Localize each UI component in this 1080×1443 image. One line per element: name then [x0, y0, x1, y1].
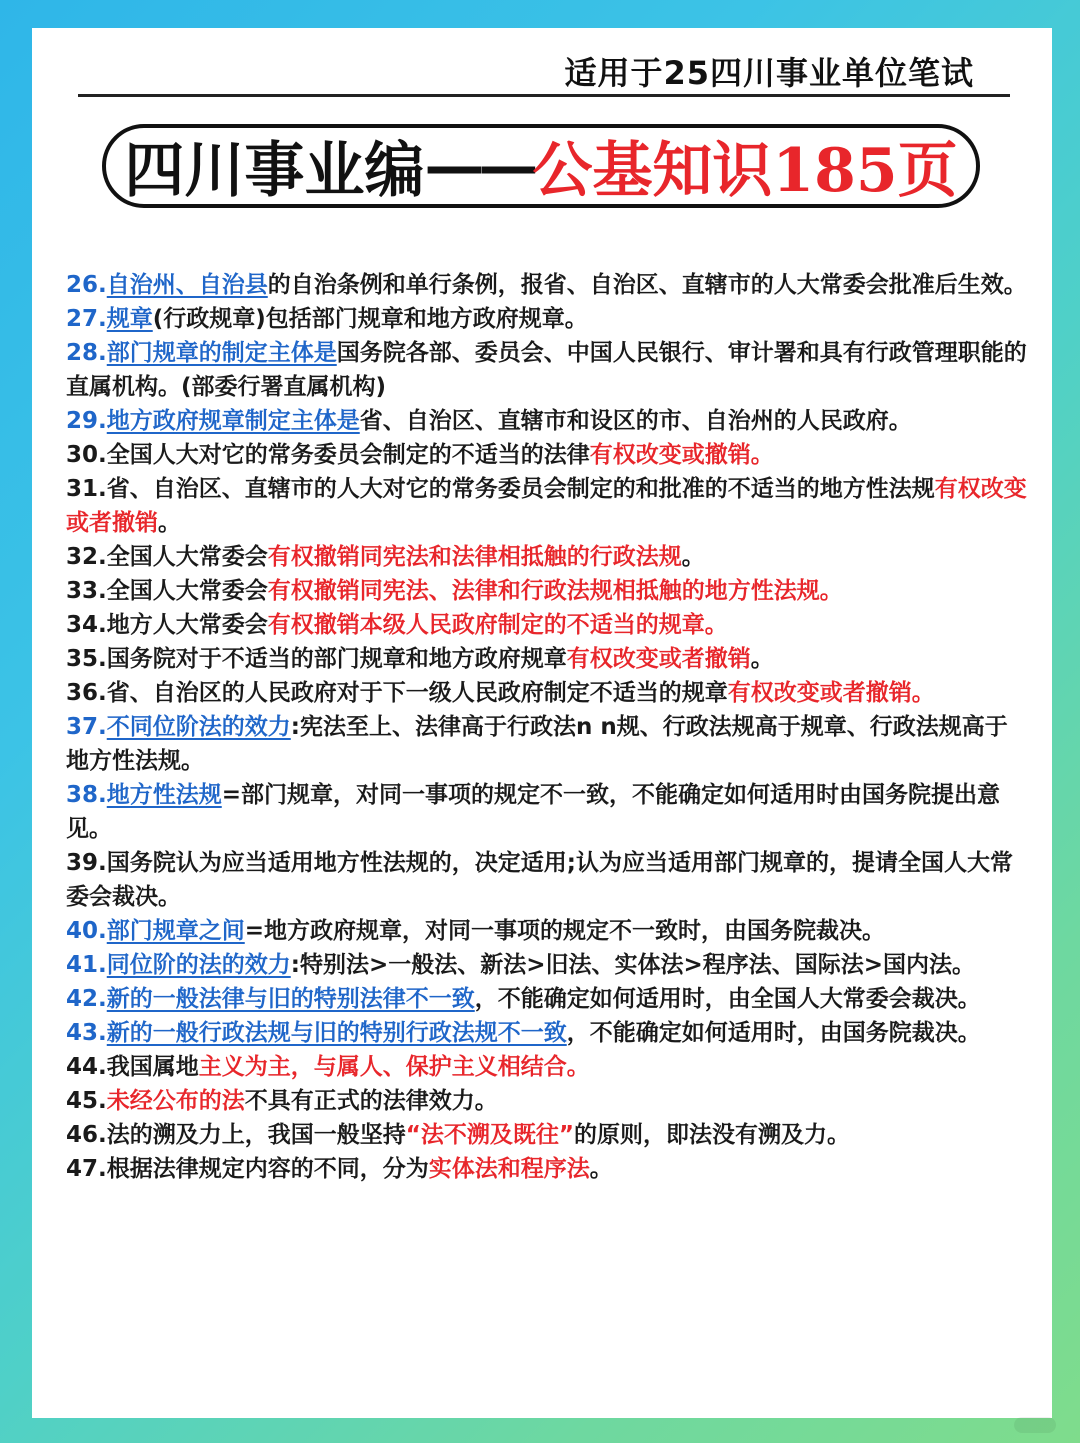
item-text: =部门规章，对同一事项的规定不一致，不能确定如何适用时由国务院提出意见。: [66, 782, 1001, 842]
item-number: 39.: [66, 850, 107, 876]
item-highlight: 有权撤销本级人民政府制定的不适当的规章。: [267, 612, 728, 638]
item-highlight: 有权改变或者撤销。: [727, 680, 935, 706]
item-keyword: 同位阶的法的效力: [106, 952, 291, 978]
item-keyword: 地方政府规章制定主体是: [106, 408, 360, 434]
list-item: [66, 778, 1028, 846]
item-text: 地方人大常委会: [106, 612, 268, 638]
item-number: 46.: [66, 1122, 107, 1148]
list-item: [66, 948, 1028, 982]
item-text: 。: [750, 646, 774, 672]
title-separator: ——: [424, 131, 533, 201]
item-highlight: 有权撤销同宪法和法律相抵触的行政法规: [267, 544, 682, 570]
item-text: 法的溯及力上，我国一般坚持: [106, 1122, 406, 1148]
page-subtitle: 适用于25四川事业单位笔试: [564, 54, 974, 92]
item-number: 30.: [66, 442, 107, 468]
list-item: [66, 404, 1028, 438]
item-highlight: 未经公布的法: [106, 1088, 245, 1114]
list-item: [66, 540, 1028, 574]
item-number: 28.: [66, 340, 107, 366]
item-highlight: 有权改变或撤销。: [589, 442, 774, 468]
list-item: [66, 268, 1028, 302]
item-number: 38.: [66, 782, 107, 808]
item-text: 全国人大对它的常务委员会制定的不适当的法律: [106, 442, 590, 468]
item-number: 45.: [66, 1088, 107, 1114]
item-text: 全国人大常委会: [106, 578, 268, 604]
list-item: [66, 574, 1028, 608]
list-item: [66, 1152, 1028, 1186]
item-text: 根据法律规定内容的不同，分为: [106, 1156, 429, 1182]
item-text: 省、自治区、直辖市的人大对它的常务委员会制定的和批准的不适当的地方性法规: [106, 476, 935, 502]
item-text: :宪法至上、法律高于行政法n n规、行政法规高于规章、行政法规高于地方性法规。: [66, 714, 1008, 774]
list-item: [66, 914, 1028, 948]
item-text: 。: [681, 544, 705, 570]
item-text: (行政规章)包括部门规章和地方政府规章。: [152, 306, 588, 332]
item-text: 国务院各部、委员会、中国人民银行、审计署和具有行政管理职能的直属机构。(部委行署直属机构): [66, 340, 1027, 400]
item-number: 26.: [66, 272, 107, 298]
list-item: [66, 1050, 1028, 1084]
item-number: 40.: [66, 918, 107, 944]
list-item: [66, 336, 1028, 404]
list-item: [66, 642, 1028, 676]
item-number: 32.: [66, 544, 107, 570]
list-item: [66, 1118, 1028, 1152]
item-number: 47.: [66, 1156, 107, 1182]
list-item: [66, 608, 1028, 642]
item-number: 35.: [66, 646, 107, 672]
title-black-part: 四川事业编: [124, 136, 425, 206]
list-item: [66, 1016, 1028, 1050]
item-highlight: 有权撤销同宪法、法律和行政法规相抵触的地方性法规。: [267, 578, 843, 604]
item-keyword: 部门规章的制定主体是: [106, 340, 337, 366]
item-keyword: 不同位阶法的效力: [106, 714, 291, 740]
item-text: 国务院认为应当适用地方性法规的，决定适用;认为应当适用部门规章的，提请全国人大常委会裁决。: [66, 850, 1013, 910]
item-text: 的原则，即法没有溯及力。: [573, 1122, 850, 1148]
item-number: 31.: [66, 476, 107, 502]
item-number: 29.: [66, 408, 107, 434]
item-text: :特别法>一般法、新法>旧法、实体法>程序法、国际法>国内法。: [290, 952, 976, 978]
item-number: 27.: [66, 306, 107, 332]
item-keyword: 规章: [106, 306, 153, 332]
item-number: 36.: [66, 680, 107, 706]
item-highlight: 主义为主，与属人、保护主义相结合。: [198, 1054, 590, 1080]
content-list: [66, 268, 1028, 1186]
list-item: [66, 302, 1028, 336]
item-text: 的自治条例和单行条例，报省、自治区、直辖市的人大常委会批准后生效。: [267, 272, 1027, 298]
item-number: 43.: [66, 1020, 107, 1046]
item-text: 国务院对于不适当的部门规章和地方政府规章: [106, 646, 567, 672]
item-highlight: “法不溯及既往”: [405, 1122, 574, 1148]
item-text: 不具有正式的法律效力。: [244, 1088, 498, 1114]
item-keyword: 地方性法规: [106, 782, 222, 808]
list-item: [66, 1084, 1028, 1118]
list-item: [66, 846, 1028, 914]
list-item: [66, 676, 1028, 710]
item-number: 33.: [66, 578, 107, 604]
watermark: [1014, 1417, 1056, 1433]
item-text: 。: [589, 1156, 613, 1182]
item-highlight: 有权改变或者撤销: [66, 476, 1027, 536]
item-text: 省、自治区、直辖市和设区的市、自治州的人民政府。: [359, 408, 912, 434]
title-red-part: 公基知识185页: [532, 136, 958, 206]
list-item: [66, 472, 1028, 540]
item-keyword: 新的一般法律与旧的特别法律不一致: [106, 986, 475, 1012]
list-item: [66, 438, 1028, 472]
item-keyword: 自治州、自治县: [106, 272, 268, 298]
item-text: ，不能确定如何适用时，由全国人大常委会裁决。: [474, 986, 981, 1012]
header-divider: [78, 94, 1010, 97]
item-text: 省、自治区的人民政府对于下一级人民政府制定不适当的规章: [106, 680, 728, 706]
item-highlight: 有权改变或者撤销: [566, 646, 751, 672]
item-text: 我国属地: [106, 1054, 199, 1080]
document-card: [32, 28, 1052, 1418]
item-number: 41.: [66, 952, 107, 978]
item-number: 37.: [66, 714, 107, 740]
item-text: =地方政府规章，对同一事项的规定不一致时，由国务院裁决。: [244, 918, 886, 944]
item-text: 全国人大常委会: [106, 544, 268, 570]
list-item: [66, 982, 1028, 1016]
item-highlight: 实体法和程序法: [428, 1156, 590, 1182]
item-keyword: 新的一般行政法规与旧的特别行政法规不一致: [106, 1020, 567, 1046]
page-title: [102, 124, 980, 208]
item-number: 42.: [66, 986, 107, 1012]
list-item: [66, 710, 1028, 778]
item-number: 34.: [66, 612, 107, 638]
item-text: ，不能确定如何适用时，由国务院裁决。: [566, 1020, 981, 1046]
item-number: 44.: [66, 1054, 107, 1080]
item-text: 。: [158, 510, 181, 536]
item-keyword: 部门规章之间: [106, 918, 245, 944]
